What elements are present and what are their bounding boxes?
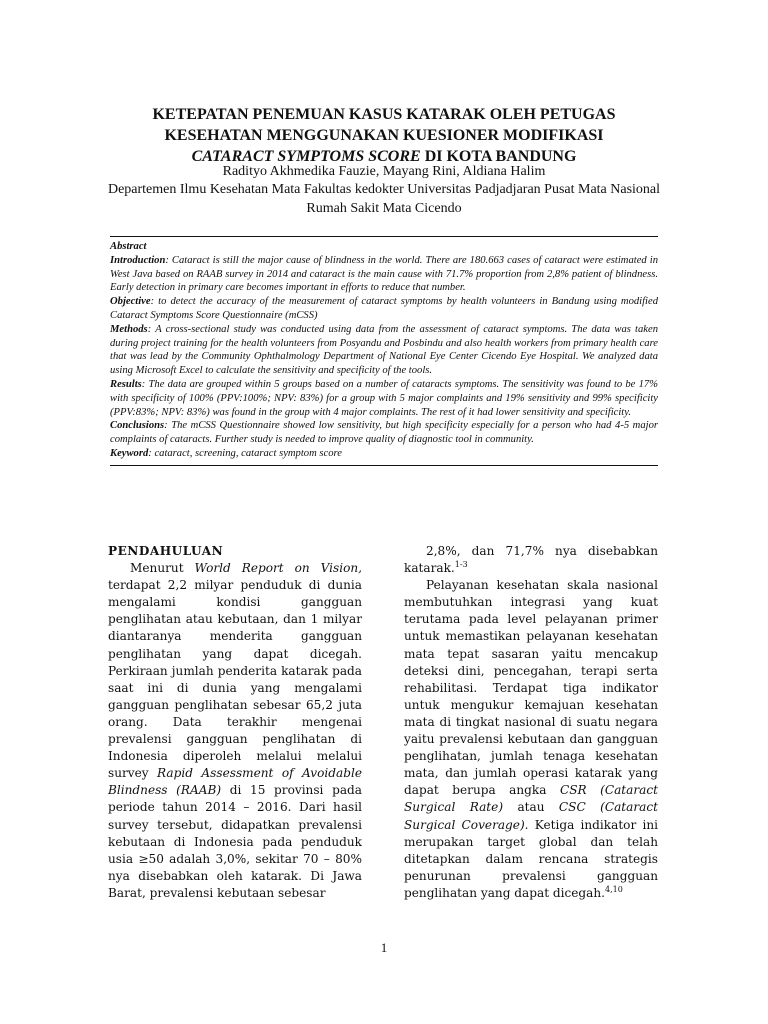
text-run: terdapat 2,2 milyar penduduk di dunia mengalami kondisi gangguan penglihatan atau kebutaan, dan 1 milyar diantaranya menderita gangguan penglihatan yang dapat dicegah. Perkiraan jumlah penderita katarak pada saat ini di dunia yang mengalami gangguan penglihatan sebesar 65,2 juta orang. Data terakhir mengenai prevalensi gangguan penglihatan di Indonesia diperoleh melalui melalui survey (108, 578, 362, 781)
text-run: Ketiga indikator ini merupakan target global dan telah ditetapkan dalam rencana strategis penurunan prevalensi gangguan penglihatan yang dapat dicegah. (404, 817, 658, 900)
keyword-text: : cataract, screening, cataract symptom score (148, 447, 342, 459)
paper-title (60, 104, 708, 167)
author-list: Radityo Akhmedika Fauzie, Mayang Rini, Aldiana Halim (222, 164, 546, 179)
results-label: Results (110, 378, 142, 390)
conclusions-label: Conclusions (110, 420, 165, 432)
citation-superscript: 1-3 (454, 560, 468, 570)
keyword-label: Keyword (110, 447, 149, 459)
body-column-left (108, 543, 362, 902)
section-heading: PENDAHULUAN (108, 544, 224, 558)
abstract-box (110, 236, 658, 466)
paragraph-left-1 (108, 560, 362, 902)
title-line-2: KESEHATAN MENGGUNAKAN KUESIONER MODIFIKASI (164, 127, 604, 144)
paragraph-right-1 (404, 577, 658, 902)
methods-label: Methods (110, 323, 148, 335)
text-run: 2,8%, dan 71,7% nya disebabkan katarak. (404, 544, 658, 576)
objective-text: : to detect the accuracy of the measurement of cataract symptoms by health volunteers in Bandung using modified Cataract Symptoms Score Questionnaire (mCSS) (110, 296, 658, 321)
text-run: Pelayanan kesehatan skala nasional membutuhkan integrasi yang kuat terutama pada level pelayanan primer untuk memastikan pelayanan kesehatan mata tepat sasaran yaitu mencakup deteksi dini, pencegahan, terapi serta rehabilitasi. Terdapat tiga indikator untuk mengukur kemajuan kesehatan mata di tingkat nasional di suatu negara yaitu prevalensi kebutaan dan gangguan penglihatan, jumlah tenaga kesehatan mata, dan jumlah operasi katarak yang dapat berupa angka (404, 578, 658, 798)
objective-label: Objective (110, 296, 151, 308)
results-text: : The data are grouped within 5 groups based on a number of cataracts symptoms. The sensitivity was found to be 17% with specificity of 100% (PPV:100%; NPV: 83%) for a group with 5 major complaints and 19% sensitivity and 99% specificity (PPV:83%; NPV: 83%) was found in the group with 4 major complaints. The rest of it had lower sensitivity and specificity. (110, 378, 658, 418)
introduction-text: : Cataract is still the major cause of blindness in the world. There are 180.663 cases of cataract were estimated in West Java based on RAAB survey in 2014 and cataract is the main cause with 71.7% proportion from 2,8% patient of blindness. Early detection in primary care becomes important in efforts to reduce that number. (110, 254, 658, 294)
abstract-heading: Abstract (110, 241, 147, 252)
methods-text: : A cross-sectional study was conducted using data from the assessment of cataract symptoms. The data was taken during project training for the health volunteers from Posyandu and Posbindu and also health workers from primary health care that was lead by the Community Ophthalmology Department of National Eye Center Cicendo Eye Hospital. We analyzed data using Microsoft Excel to calculate the sensitivity and specificity of the tools. (110, 323, 658, 377)
text-run: Menurut (130, 561, 195, 576)
citation-superscript: 4,10 (605, 884, 623, 894)
italic-run: CSC (Cataract Surgical Coverage). (404, 800, 658, 832)
text-run: atau (503, 800, 559, 815)
affiliation: Departemen Ilmu Kesehatan Mata Fakultas kedokter Universitas Padjadjaran Pusat Mata Nasional Rumah Sakit Mata Cicendo (107, 182, 661, 216)
conclusions-text: : The mCSS Questionnaire showed low sensitivity, but high specificity especially for a person who had 4-5 major complaints of cataracts. Further study is needed to improve quality of diagnostic tool in community. (110, 420, 658, 446)
paragraph-right-0 (404, 543, 658, 577)
italic-run: Rapid Assessment of Avoidable Blindness (RAAB) (108, 766, 362, 798)
italic-run: CSR (Cataract Surgical Rate) (404, 783, 658, 815)
text-run: di 15 provinsi pada periode tahun 2014 – 2016. Dari hasil survey tersebut, didapatkan prevalensi kebutaan di Indonesia pada penduduk usia ≥50 adalah 3,0%, sekitar 70 – 80% nya disebabkan oleh katarak. Di Jawa Barat, prevalensi kebutaan sebesar (108, 783, 362, 900)
body-column-right (404, 543, 658, 902)
introduction-label: Introduction (110, 254, 166, 266)
page-number: 1 (380, 940, 388, 955)
italic-run: World Report on Vision, (194, 561, 362, 576)
title-italic-part: CATARACT SYMPTOMS SCORE (191, 148, 421, 165)
title-rest-part: DI KOTA BANDUNG (420, 148, 577, 165)
title-line-1: KETEPATAN PENEMUAN KASUS KATARAK OLEH PETUGAS (152, 106, 616, 123)
